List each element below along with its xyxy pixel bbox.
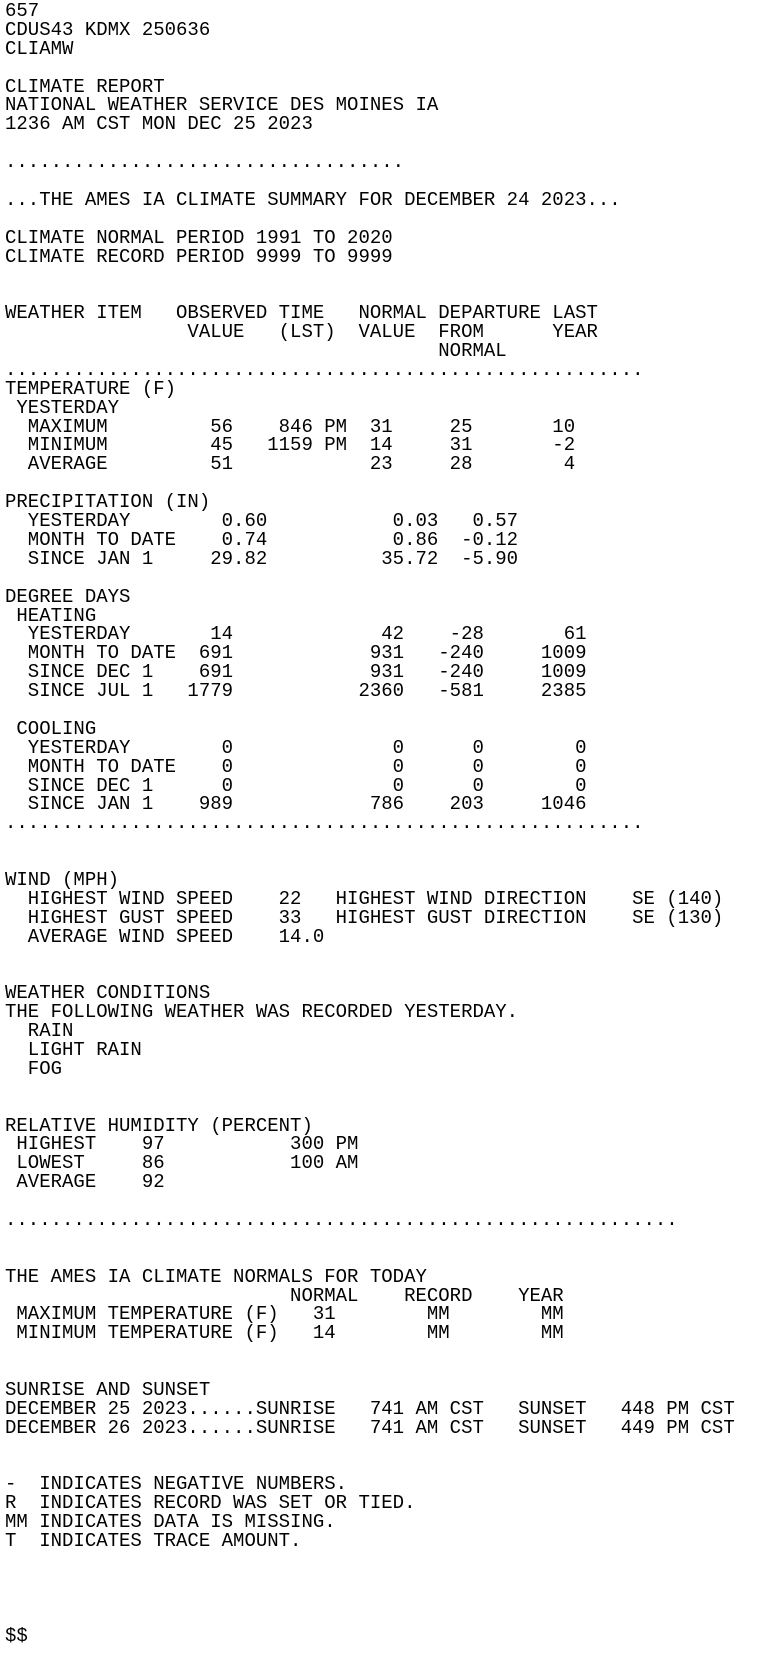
report-line: HEATING xyxy=(5,604,97,627)
report-line: AVERAGE 51 23 28 4 xyxy=(5,453,576,476)
report-line xyxy=(5,1343,778,1362)
report-line: DECEMBER 25 2023......SUNRISE 741 AM CST SUNSET 448 PM CST xyxy=(5,1397,735,1420)
report-line: NORMAL RECORD YEAR xyxy=(5,1284,564,1307)
report-line: SINCE JAN 1 989 786 203 1046 xyxy=(5,793,587,816)
report-line: THE FOLLOWING WEATHER WAS RECORDED YESTERDAY. xyxy=(5,1001,519,1024)
report-line: THE AMES IA CLIMATE NORMALS FOR TODAY xyxy=(5,1265,427,1288)
report-line xyxy=(5,1438,778,1457)
report-line: SUNRISE AND SUNSET xyxy=(5,1379,211,1402)
report-line: ................................... xyxy=(5,151,405,174)
report-line: TEMPERATURE (F) xyxy=(5,377,177,400)
report-line: SINCE DEC 1 691 931 -240 1009 xyxy=(5,661,587,684)
report-line: AVERAGE 92 xyxy=(5,1171,165,1194)
report-line: CLIAMW xyxy=(5,37,74,60)
report-line xyxy=(5,852,778,871)
report-line: SINCE DEC 1 0 0 0 0 xyxy=(5,774,587,797)
report-line xyxy=(5,569,778,588)
report-line: HIGHEST WIND SPEED 22 HIGHEST WIND DIRECTION SE (140) xyxy=(5,887,724,910)
report-line: 1236 AM CST MON DEC 25 2023 xyxy=(5,113,313,136)
report-line xyxy=(5,1551,778,1570)
report-line xyxy=(5,833,778,852)
report-line: MINIMUM TEMPERATURE (F) 14 MM MM xyxy=(5,1322,564,1345)
report-line: MONTH TO DATE 691 931 -240 1009 xyxy=(5,642,587,665)
report-line: SINCE JUL 1 1779 2360 -581 2385 xyxy=(5,680,587,703)
report-line: MONTH TO DATE 0.74 0.86 -0.12 xyxy=(5,528,519,551)
report-line: WEATHER CONDITIONS xyxy=(5,982,211,1005)
report-line: YESTERDAY 0.60 0.03 0.57 xyxy=(5,510,519,533)
report-line: VALUE (LST) VALUE FROM YEAR xyxy=(5,321,598,344)
report-line: LIGHT RAIN xyxy=(5,1038,142,1061)
report-line: RELATIVE HUMIDITY (PERCENT) xyxy=(5,1114,313,1137)
report-line xyxy=(5,701,778,720)
report-line: YESTERDAY 0 0 0 0 xyxy=(5,736,587,759)
report-line: ........................................................... xyxy=(5,1209,678,1231)
report-line: YESTERDAY 14 42 -28 61 xyxy=(5,623,587,646)
report-line: WIND (MPH) xyxy=(5,868,120,891)
report-line: ........................................................ xyxy=(5,358,644,381)
report-line: RAIN xyxy=(5,1020,74,1043)
report-line: NORMAL xyxy=(5,340,507,363)
report-line: CDUS43 KDMX 250636 xyxy=(5,18,211,41)
report-line xyxy=(5,1098,778,1117)
report-line: 657 xyxy=(5,0,40,22)
report-line: R INDICATES RECORD WAS SET OR TIED. xyxy=(5,1492,416,1515)
report-line: FOG xyxy=(5,1057,63,1080)
report-line: MM INDICATES DATA IS MISSING. xyxy=(5,1511,336,1534)
report-line: HIGHEST 97 300 PM xyxy=(5,1133,359,1156)
report-line xyxy=(5,266,778,285)
report-line: MONTH TO DATE 0 0 0 0 xyxy=(5,755,587,778)
report-line: - INDICATES NEGATIVE NUMBERS. xyxy=(5,1473,348,1496)
report-line: WEATHER ITEM OBSERVED TIME NORMAL DEPARTURE LAST xyxy=(5,302,598,325)
report-line: T INDICATES TRACE AMOUNT. xyxy=(5,1530,302,1553)
report-line: MINIMUM 45 1159 PM 14 31 -2 xyxy=(5,434,576,457)
report-line xyxy=(5,1608,778,1627)
report-line xyxy=(5,1230,778,1249)
report-line: COOLING xyxy=(5,717,97,740)
report-line: PRECIPITATION (IN) xyxy=(5,491,211,514)
report-line xyxy=(5,1589,778,1608)
report-line xyxy=(5,210,778,229)
report-line: NATIONAL WEATHER SERVICE DES MOINES IA xyxy=(5,94,439,117)
report-line xyxy=(5,1249,778,1268)
report-line: $$ xyxy=(5,1624,28,1647)
report-line: MAXIMUM 56 846 PM 31 25 10 xyxy=(5,415,576,438)
report-line: DECEMBER 26 2023......SUNRISE 741 AM CST SUNSET 449 PM CST xyxy=(5,1416,735,1439)
report-line: MAXIMUM TEMPERATURE (F) 31 MM MM xyxy=(5,1303,564,1326)
report-line: CLIMATE RECORD PERIOD 9999 TO 9999 xyxy=(5,245,393,268)
report-line: ...THE AMES IA CLIMATE SUMMARY FOR DECEMBER 24 2023... xyxy=(5,188,621,211)
report-line: DEGREE DAYS xyxy=(5,585,131,608)
report-line: AVERAGE WIND SPEED 14.0 xyxy=(5,925,325,948)
report-line xyxy=(5,59,778,78)
report-line: LOWEST 86 100 AM xyxy=(5,1152,359,1175)
report-line: CLIMATE NORMAL PERIOD 1991 TO 2020 xyxy=(5,226,393,249)
report-line xyxy=(5,1570,778,1589)
report-line: SINCE JAN 1 29.82 35.72 -5.90 xyxy=(5,547,519,570)
report-line: YESTERDAY xyxy=(5,396,120,419)
report-line: ........................................................ xyxy=(5,812,644,835)
report-line: HIGHEST GUST SPEED 33 HIGHEST GUST DIRECTION SE (130) xyxy=(5,906,724,929)
report-line xyxy=(5,1079,778,1098)
report-line xyxy=(5,947,778,966)
report-line: CLIMATE REPORT xyxy=(5,75,165,98)
